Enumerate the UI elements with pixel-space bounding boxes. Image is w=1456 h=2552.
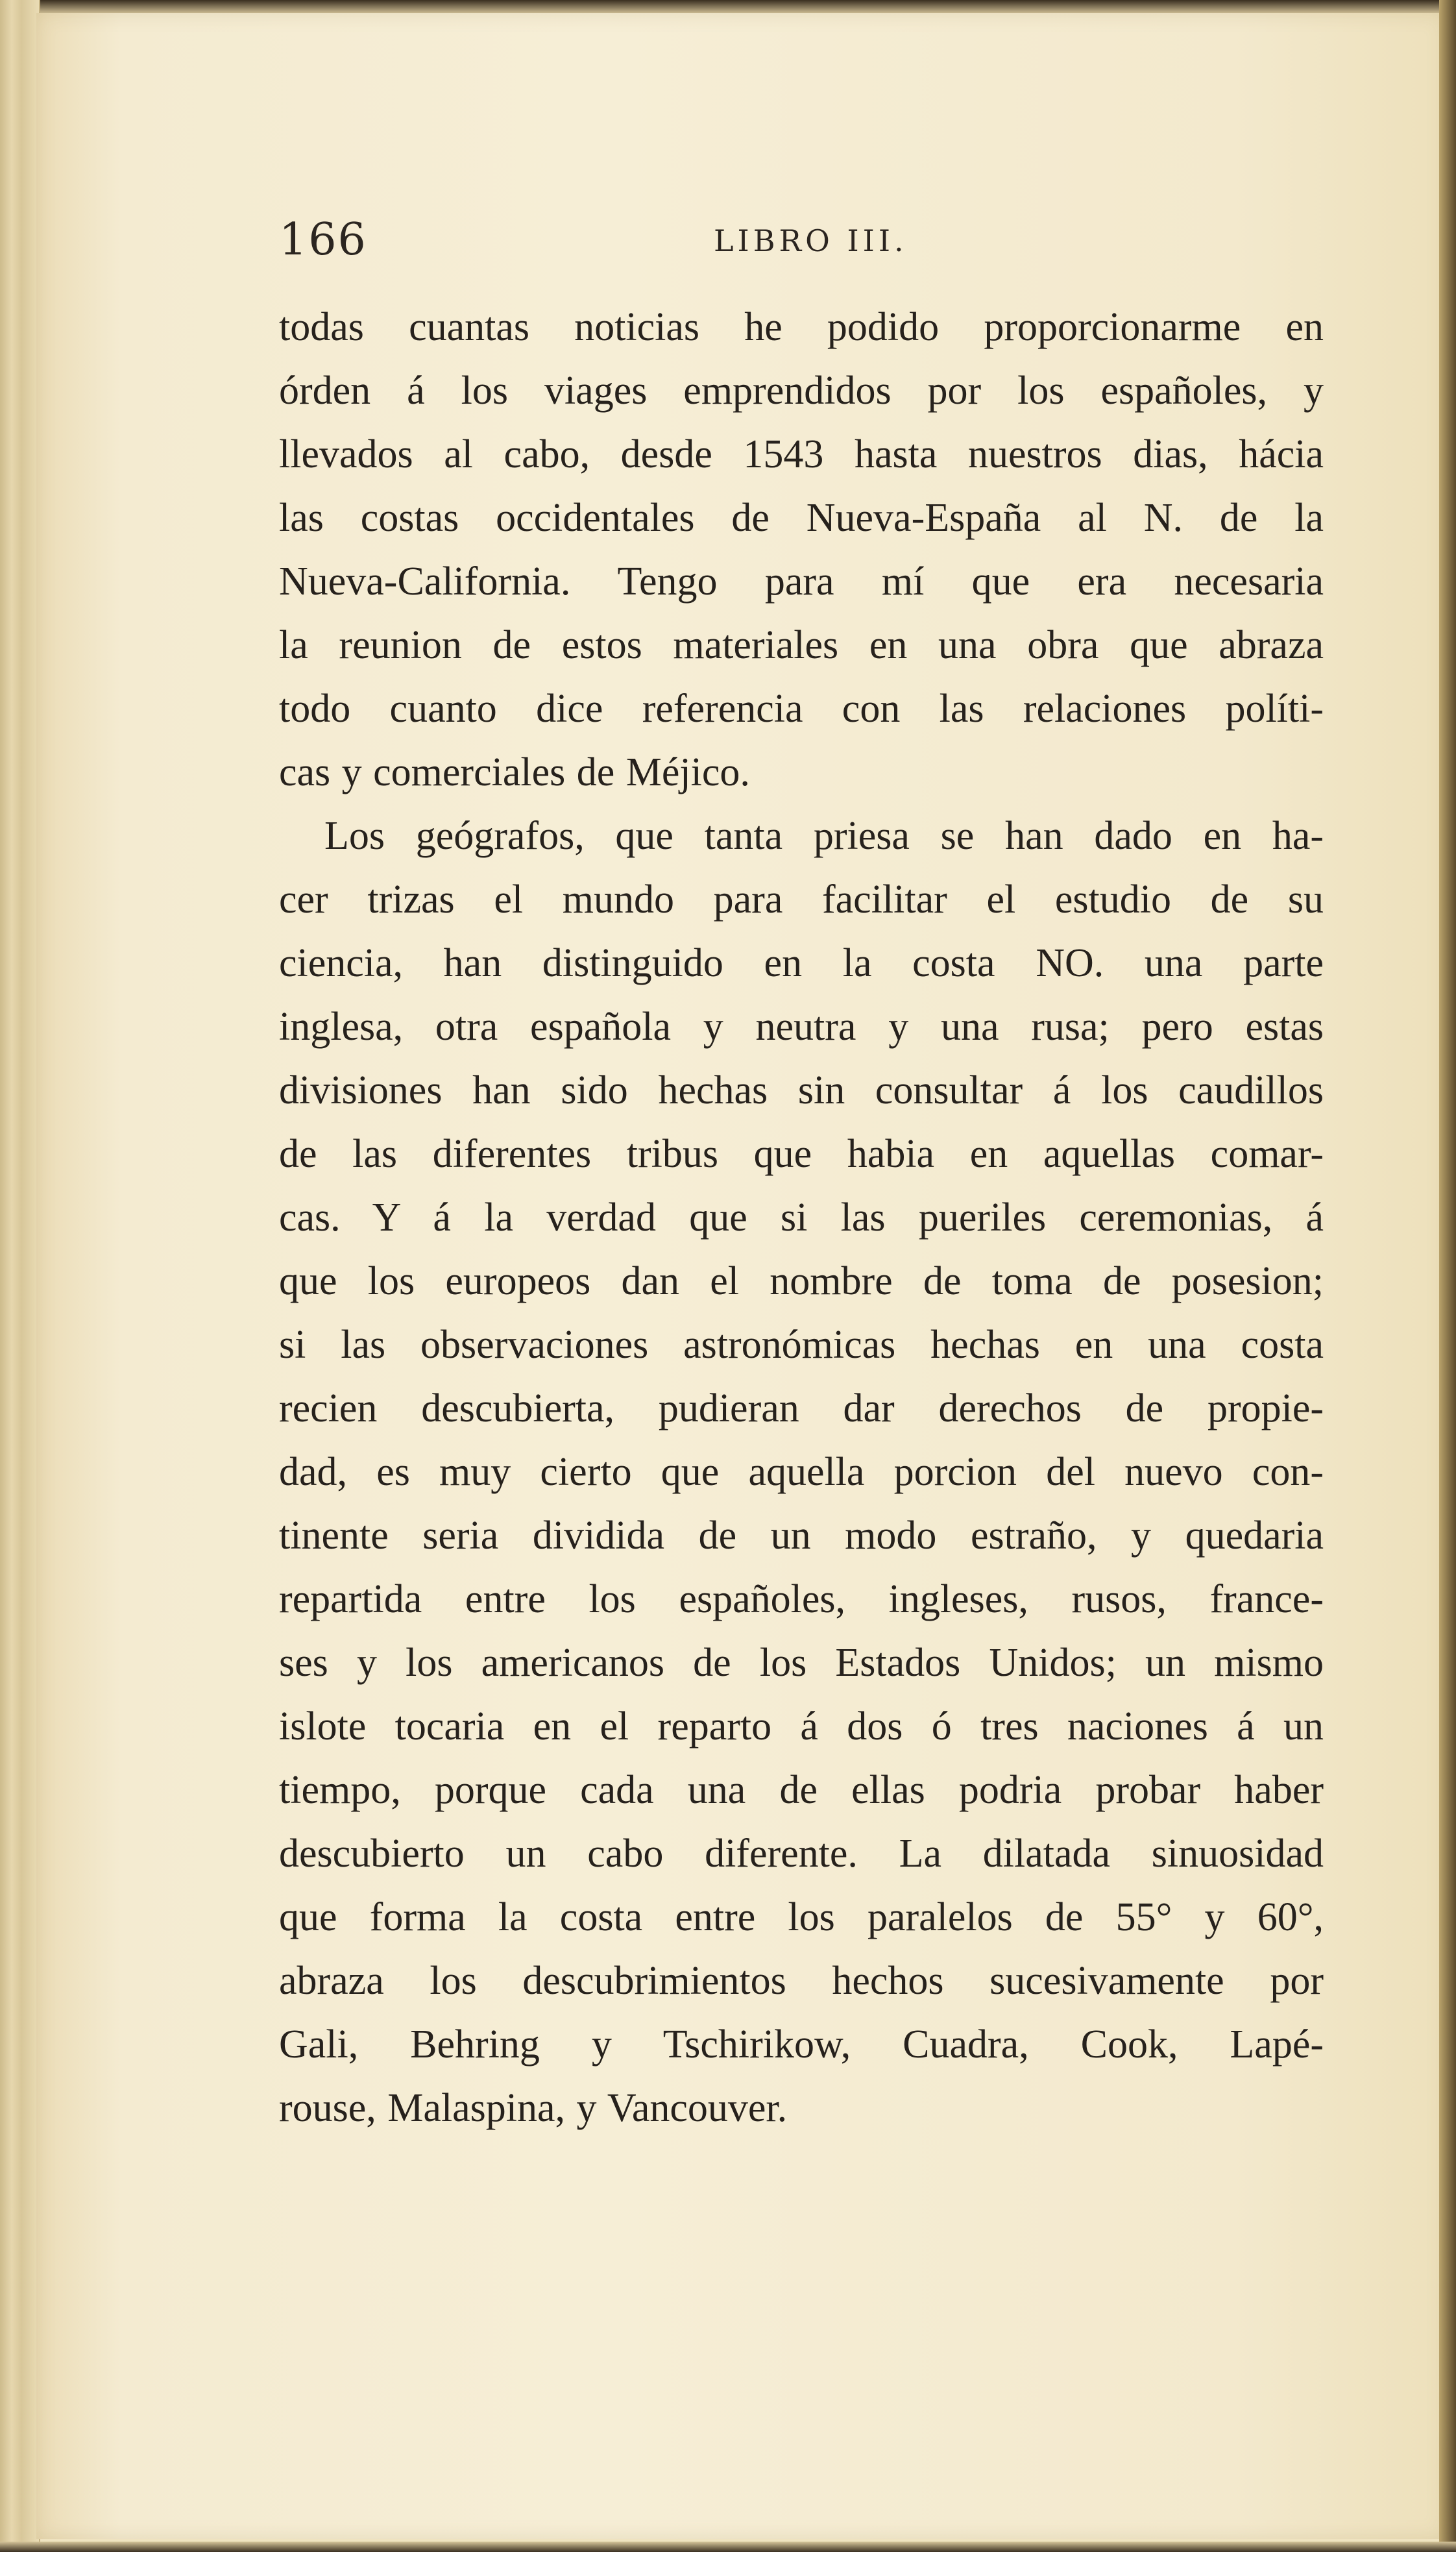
running-head: LIBRO III. <box>714 223 908 258</box>
text-line: tinente seria dividida de un modo estraño, y quedaria <box>279 1514 1324 1558</box>
page-edge-top <box>0 0 1456 14</box>
text-line: dad, es muy cierto que aquella porcion del nuevo con- <box>279 1450 1324 1494</box>
text-line: inglesa, otra española y neutra y una rusa; pero estas <box>279 1005 1324 1049</box>
text-line: ses y los americanos de los Estados Unidos; un mismo <box>279 1641 1324 1685</box>
text-line: todas cuantas noticias he podido proporcionarme en <box>279 305 1324 349</box>
text-line: que forma la costa entre los paralelos de 55° y 60°, <box>279 1895 1324 1939</box>
text-line: Nueva-California. Tengo para mí que era necesaria <box>279 559 1324 604</box>
text-line: Los geógrafos, que tanta priesa se han dado en ha- <box>324 814 1324 858</box>
text-line: todo cuanto dice referencia con las relaciones políti- <box>279 687 1324 731</box>
text-line: descubierto un cabo diferente. La dilatada sinuosidad <box>279 1832 1324 1876</box>
text-line: de las diferentes tribus que habia en aquellas comar- <box>279 1132 1324 1176</box>
text-line: islote tocaria en el reparto á dos ó tres naciones á un <box>279 1704 1324 1748</box>
text-line: cas y comerciales de Méjico. <box>279 750 750 794</box>
text-line: cas. Y á la verdad que si las pueriles ceremonias, á <box>279 1196 1324 1240</box>
text-line: Gali, Behring y Tschirikow, Cuadra, Cook, Lapé- <box>279 2022 1324 2067</box>
text-line: rouse, Malaspina, y Vancouver. <box>279 2086 788 2130</box>
text-line: las costas occidentales de Nueva-España al N. de la <box>279 496 1324 540</box>
page-header <box>279 214 1330 279</box>
page-stack-edge <box>0 0 40 2552</box>
page-edge-right <box>1439 0 1456 2552</box>
body-text <box>279 295 1324 2140</box>
page-number: 166 <box>279 214 367 265</box>
text-line: que los europeos dan el nombre de toma de posesion; <box>279 1259 1324 1303</box>
text-line: tiempo, porque cada una de ellas podria probar haber <box>279 1768 1324 1812</box>
text-line: órden á los viages emprendidos por los españoles, y <box>279 369 1324 413</box>
text-line: cer trizas el mundo para facilitar el estudio de su <box>279 877 1324 922</box>
text-line: ciencia, han distinguido en la costa NO. una parte <box>279 941 1324 985</box>
text-line: si las observaciones astronómicas hechas en una costa <box>279 1323 1324 1367</box>
text-line: llevados al cabo, desde 1543 hasta nuestros dias, hácia <box>279 432 1324 476</box>
text-line: abraza los descubrimientos hechos sucesivamente por <box>279 1959 1324 2003</box>
page-edge-bottom <box>0 2542 1456 2552</box>
text-line: la reunion de estos materiales en una obra que abraza <box>279 623 1324 667</box>
text-line: recien descubierta, pudieran dar derechos de propie- <box>279 1386 1324 1430</box>
text-line: divisiones han sido hechas sin consultar á los caudillos <box>279 1068 1324 1112</box>
text-line: repartida entre los españoles, ingleses, rusos, france- <box>279 1577 1324 1621</box>
